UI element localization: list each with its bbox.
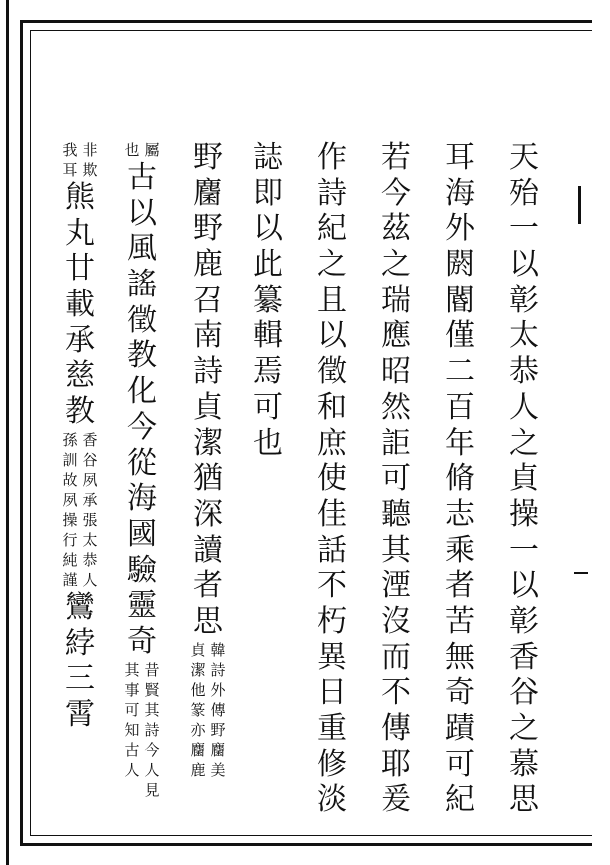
glyph: 化 xyxy=(127,374,157,410)
note-line xyxy=(209,640,228,780)
glyph: 香 xyxy=(509,639,539,675)
note-glyph: 孫 xyxy=(62,430,78,449)
glyph: 二 xyxy=(445,354,475,390)
glyph: 慈 xyxy=(65,358,95,394)
glyph: 彰 xyxy=(509,282,539,318)
glyph: 作 xyxy=(317,140,347,175)
glyph: 彰 xyxy=(509,603,539,639)
text-column-3 xyxy=(376,140,416,818)
glyph: 應 xyxy=(381,318,411,354)
interlinear-note xyxy=(60,430,100,590)
right-margin-tick xyxy=(574,572,588,574)
note-glyph: 也 xyxy=(124,141,140,159)
note-glyph: 昔 xyxy=(144,660,160,679)
glyph: 恭 xyxy=(509,354,539,390)
note-glyph: 夙 xyxy=(62,490,78,509)
glyph: 年 xyxy=(445,425,475,461)
note-glyph: 今 xyxy=(144,740,160,759)
glyph: 海 xyxy=(127,481,157,517)
right-margin-mark xyxy=(578,186,581,224)
glyph: 百 xyxy=(445,389,475,425)
glyph: 茲 xyxy=(381,211,411,247)
text-column-8 xyxy=(60,140,100,733)
main-text-segment xyxy=(312,140,352,818)
note-glyph: 非 xyxy=(82,141,98,159)
text-column-2 xyxy=(440,140,480,818)
note-glyph: 見 xyxy=(144,780,160,799)
glyph: 之 xyxy=(509,711,539,746)
note-glyph: 古 xyxy=(124,740,140,759)
note-glyph: 貞 xyxy=(190,640,206,659)
glyph: 日 xyxy=(317,675,347,711)
note-glyph: 谷 xyxy=(82,450,98,469)
glyph: 誌 xyxy=(253,140,283,175)
glyph: 蹟 xyxy=(445,711,475,746)
glyph: 國 xyxy=(127,516,157,552)
glyph: 苦 xyxy=(445,603,475,639)
note-glyph: 可 xyxy=(124,700,140,719)
glyph: 猶 xyxy=(193,461,223,497)
glyph: 殆 xyxy=(509,175,539,211)
glyph: 廿 xyxy=(65,251,95,287)
glyph: 丸 xyxy=(65,215,95,251)
glyph: 三 xyxy=(65,661,95,697)
note-glyph: 承 xyxy=(82,490,98,509)
glyph: 深 xyxy=(193,496,223,532)
note-line xyxy=(189,640,208,780)
glyph: 召 xyxy=(193,282,223,318)
glyph: 潔 xyxy=(193,425,223,461)
note-line xyxy=(143,140,162,160)
note-glyph: 麕 xyxy=(190,740,206,759)
note-glyph: 其 xyxy=(124,660,140,679)
note-glyph: 訓 xyxy=(62,450,78,469)
note-line xyxy=(123,660,142,800)
glyph: 貞 xyxy=(509,461,539,497)
glyph: 耶 xyxy=(381,746,411,782)
interlinear-note xyxy=(122,140,162,160)
glyph: 奇 xyxy=(445,675,475,711)
glyph: 今 xyxy=(127,409,157,445)
note-glyph: 他 xyxy=(190,680,206,699)
glyph: 徵 xyxy=(127,302,157,338)
glyph: 者 xyxy=(445,568,475,604)
glyph: 一 xyxy=(509,211,539,247)
glyph: 湮 xyxy=(381,568,411,604)
main-text-segment xyxy=(376,140,416,818)
glyph: 谷 xyxy=(509,675,539,711)
glyph: 綍 xyxy=(65,625,95,661)
note-glyph: 傳 xyxy=(210,700,226,719)
note-line xyxy=(61,430,80,590)
glyph: 其 xyxy=(381,532,411,568)
glyph: 輯 xyxy=(253,318,283,354)
main-text-segment xyxy=(122,160,162,660)
glyph: 纂 xyxy=(253,282,283,318)
main-text-segment xyxy=(248,140,288,461)
glyph: 傳 xyxy=(381,711,411,746)
note-glyph: 純 xyxy=(62,550,78,569)
main-text-segment xyxy=(60,590,100,733)
main-text-segment xyxy=(188,140,228,640)
glyph: 操 xyxy=(509,496,539,532)
note-glyph: 事 xyxy=(124,680,140,699)
glyph: 以 xyxy=(317,318,347,354)
glyph: 風 xyxy=(127,231,157,267)
glyph: 不 xyxy=(381,675,411,711)
note-glyph: 耳 xyxy=(62,161,78,179)
glyph: 古 xyxy=(127,160,157,195)
glyph: 人 xyxy=(509,389,539,425)
glyph: 以 xyxy=(509,568,539,604)
note-glyph: 外 xyxy=(210,680,226,699)
glyph: 野 xyxy=(193,211,223,247)
glyph: 讀 xyxy=(193,532,223,568)
glyph: 紀 xyxy=(445,782,475,818)
glyph: 貞 xyxy=(193,389,223,425)
note-glyph: 行 xyxy=(62,530,78,549)
glyph: 靈 xyxy=(127,588,157,624)
note-glyph: 亦 xyxy=(190,720,206,739)
note-line xyxy=(143,660,162,800)
glyph: 不 xyxy=(317,568,347,604)
note-glyph: 人 xyxy=(124,760,140,779)
interlinear-note xyxy=(122,660,162,800)
glyph: 之 xyxy=(317,247,347,283)
glyph: 焉 xyxy=(253,354,283,390)
note-glyph: 太 xyxy=(82,530,98,549)
glyph: 外 xyxy=(445,211,475,247)
glyph: 此 xyxy=(253,247,283,283)
glyph: 也 xyxy=(253,425,283,461)
glyph: 朽 xyxy=(317,603,347,639)
glyph: 乘 xyxy=(445,532,475,568)
note-glyph: 恭 xyxy=(82,550,98,569)
note-glyph: 香 xyxy=(82,430,98,449)
glyph: 淡 xyxy=(317,782,347,818)
glyph: 可 xyxy=(381,461,411,497)
note-glyph: 韓 xyxy=(210,640,226,659)
glyph: 詩 xyxy=(193,354,223,390)
note-glyph: 賢 xyxy=(144,680,160,699)
glyph: 思 xyxy=(193,603,223,639)
glyph: 志 xyxy=(445,496,475,532)
glyph: 爰 xyxy=(381,782,411,818)
note-glyph: 謹 xyxy=(62,570,78,589)
glyph: 修 xyxy=(317,746,347,782)
glyph: 閽 xyxy=(445,282,475,318)
glyph: 以 xyxy=(127,195,157,231)
interlinear-note xyxy=(188,640,228,780)
glyph: 重 xyxy=(317,711,347,746)
note-glyph: 欺 xyxy=(82,161,98,179)
glyph: 從 xyxy=(127,445,157,481)
glyph: 而 xyxy=(381,639,411,675)
note-glyph: 詩 xyxy=(144,720,160,739)
glyph: 聽 xyxy=(381,496,411,532)
glyph: 若 xyxy=(381,140,411,175)
glyph: 閼 xyxy=(445,247,475,283)
note-line xyxy=(81,430,100,590)
note-line xyxy=(61,140,80,180)
glyph: 載 xyxy=(65,287,95,323)
glyph: 話 xyxy=(317,532,347,568)
glyph: 驗 xyxy=(127,552,157,588)
main-text-segment xyxy=(440,140,480,818)
note-glyph: 人 xyxy=(144,760,160,779)
text-column-5 xyxy=(248,140,288,461)
glyph: 以 xyxy=(509,247,539,283)
glyph: 即 xyxy=(253,175,283,211)
glyph: 今 xyxy=(381,175,411,211)
glyph: 思 xyxy=(509,782,539,818)
glyph: 庶 xyxy=(317,425,347,461)
note-glyph: 人 xyxy=(82,570,98,589)
glyph: 霄 xyxy=(65,696,95,732)
note-glyph: 知 xyxy=(124,720,140,739)
note-glyph: 故 xyxy=(62,470,78,489)
glyph: 天 xyxy=(509,140,539,175)
glyph: 海 xyxy=(445,175,475,211)
note-glyph: 篆 xyxy=(190,700,206,719)
glyph: 和 xyxy=(317,389,347,425)
note-glyph: 屬 xyxy=(144,141,160,159)
glyph: 然 xyxy=(381,389,411,425)
glyph: 鹿 xyxy=(193,247,223,283)
glyph: 使 xyxy=(317,461,347,497)
glyph: 佳 xyxy=(317,496,347,532)
interlinear-note xyxy=(60,140,100,180)
text-column-1 xyxy=(504,140,544,818)
note-glyph: 張 xyxy=(82,510,98,529)
text-column-7 xyxy=(122,140,162,800)
glyph: 南 xyxy=(193,318,223,354)
glyph: 可 xyxy=(253,389,283,425)
glyph: 之 xyxy=(381,247,411,283)
glyph: 之 xyxy=(509,425,539,461)
glyph: 詩 xyxy=(317,175,347,211)
glyph: 昭 xyxy=(381,354,411,390)
glyph: 且 xyxy=(317,282,347,318)
glyph: 瑞 xyxy=(381,282,411,318)
glyph: 僅 xyxy=(445,318,475,354)
note-glyph: 詩 xyxy=(210,660,226,679)
glyph: 異 xyxy=(317,639,347,675)
glyph: 教 xyxy=(65,394,95,430)
glyph: 謠 xyxy=(127,267,157,303)
page-edge-left xyxy=(6,0,9,865)
note-glyph: 麕 xyxy=(210,740,226,759)
note-glyph: 野 xyxy=(210,720,226,739)
glyph: 詎 xyxy=(381,425,411,461)
glyph: 一 xyxy=(509,532,539,568)
glyph: 可 xyxy=(445,746,475,782)
glyph: 耳 xyxy=(445,140,475,175)
glyph: 承 xyxy=(65,322,95,358)
glyph: 脩 xyxy=(445,461,475,497)
text-column-4 xyxy=(312,140,352,818)
note-glyph: 夙 xyxy=(82,470,98,489)
glyph: 太 xyxy=(509,318,539,354)
note-glyph: 美 xyxy=(210,760,226,779)
note-line xyxy=(123,140,142,160)
note-glyph: 鹿 xyxy=(190,760,206,779)
glyph: 教 xyxy=(127,338,157,374)
glyph: 熊 xyxy=(65,180,95,215)
note-glyph: 操 xyxy=(62,510,78,529)
glyph: 慕 xyxy=(509,746,539,782)
note-glyph: 其 xyxy=(144,700,160,719)
main-text-segment xyxy=(504,140,544,818)
glyph: 麕 xyxy=(193,175,223,211)
note-glyph: 潔 xyxy=(190,660,206,679)
glyph: 紀 xyxy=(317,211,347,247)
glyph: 沒 xyxy=(381,603,411,639)
text-column-6 xyxy=(188,140,228,780)
note-glyph: 我 xyxy=(62,141,78,159)
glyph: 奇 xyxy=(127,623,157,659)
note-line xyxy=(81,140,100,180)
glyph: 徵 xyxy=(317,354,347,390)
glyph: 者 xyxy=(193,568,223,604)
glyph: 鸞 xyxy=(65,589,95,625)
glyph: 無 xyxy=(445,639,475,675)
glyph: 野 xyxy=(193,140,223,175)
glyph: 以 xyxy=(253,211,283,247)
main-text-segment xyxy=(60,180,100,430)
